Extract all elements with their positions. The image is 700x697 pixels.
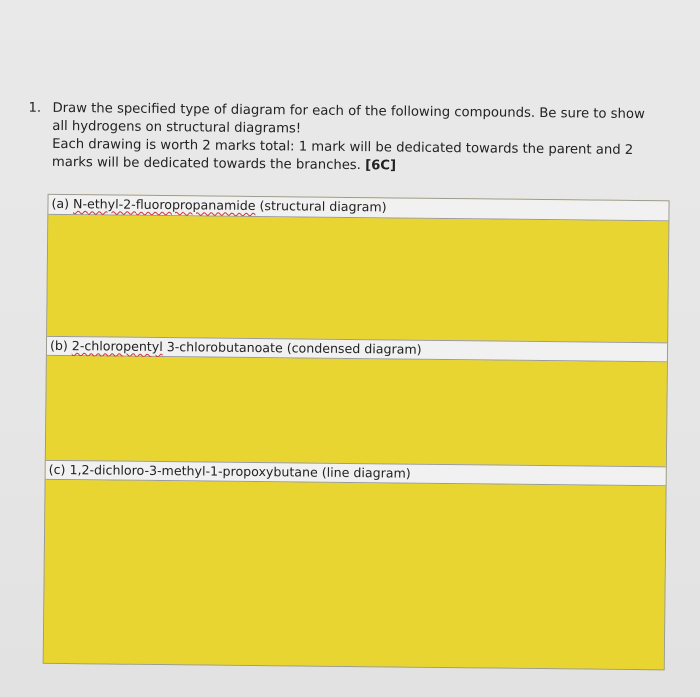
part-b-answer-area[interactable] xyxy=(46,356,667,466)
part-c-compound: 1,2-dichloro-3-methyl-1-propoxybutane xyxy=(69,462,318,480)
part-a-answer-area[interactable] xyxy=(47,215,668,342)
part-a-diagram-type: (structural diagram) xyxy=(255,198,387,215)
part-a-prefix: (a) xyxy=(51,195,74,212)
part-b-compound: 2-chloropentyl xyxy=(71,338,163,355)
question-line-4-text: marks will be dedicated towards the branches. xyxy=(51,154,361,174)
part-b-diagram-type: 3-chlorobutanoate (condensed diagram) xyxy=(162,339,422,357)
question-number: 1. xyxy=(28,100,42,116)
part-c-diagram-type: (line diagram) xyxy=(317,464,411,481)
part-b-prefix: (b) xyxy=(49,337,72,354)
question-line-3: Each drawing is worth 2 marks total: 1 mark will be dedicated towards the parent and 2 xyxy=(52,136,634,158)
question-line-2: all hydrogens on structural diagrams! xyxy=(52,118,302,137)
question-line-1: Draw the specified type of diagram for each of the following compounds. Be sure to show xyxy=(52,100,645,123)
question-text xyxy=(52,100,679,179)
part-c-answer-area[interactable] xyxy=(44,480,666,669)
part-c-prefix: (c) xyxy=(48,461,70,478)
answer-table xyxy=(43,194,670,670)
part-a-compound: N-ethyl-2-fluoropropanamide xyxy=(73,196,256,214)
marks-badge: [6C] xyxy=(365,158,397,174)
question-block xyxy=(28,100,679,174)
